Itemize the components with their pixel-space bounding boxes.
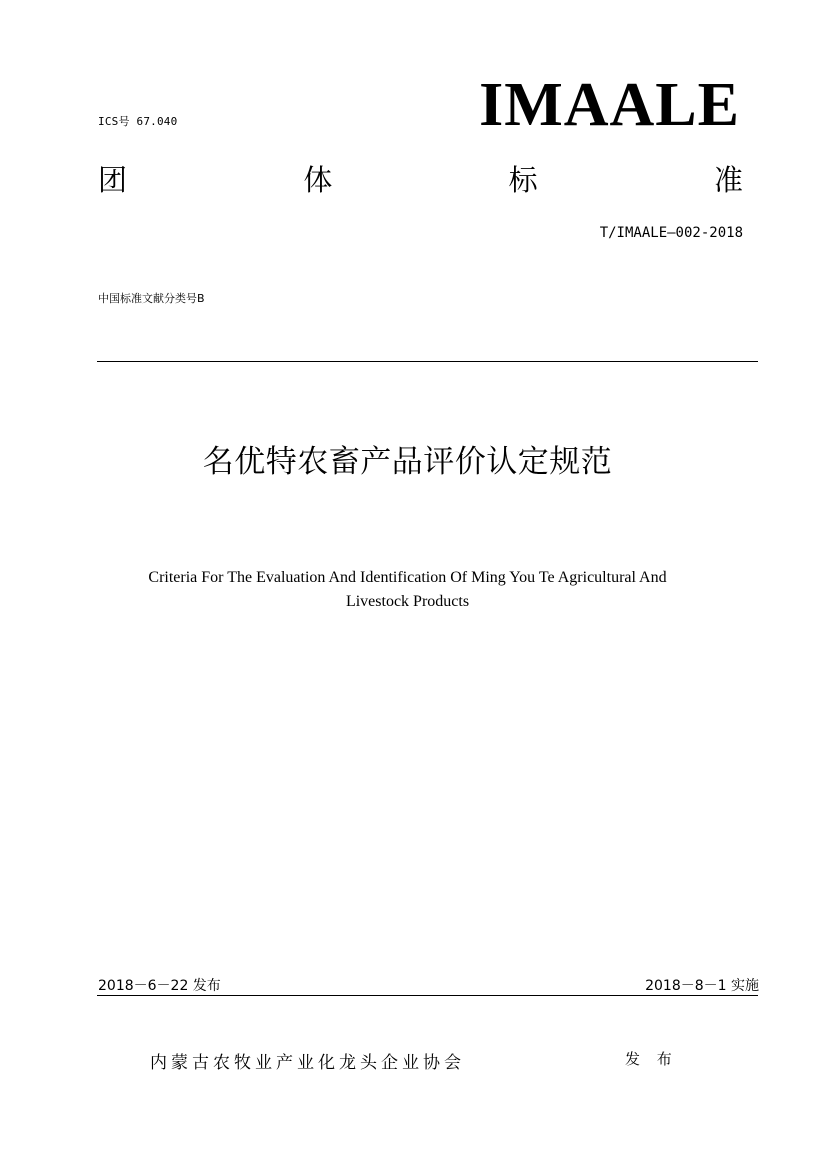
standard-type	[98, 160, 743, 200]
ics-number: ICS号 67.040	[98, 115, 178, 128]
publisher: 内蒙古农牧业产业化龙头企业协会	[150, 1053, 465, 1073]
issue-date: 2018－6－22 发布	[98, 978, 221, 994]
publish-label: 发 布	[625, 1050, 678, 1068]
standard-type-char: 准	[713, 163, 743, 197]
english-title	[60, 566, 755, 614]
ccs-classification: 中国标准文献分类号B	[98, 292, 205, 305]
standard-type-char: 体	[303, 163, 333, 197]
standard-code: T/IMAALE—002-2018	[599, 225, 743, 241]
page-title: 名优特农畜产品评价认定规范	[202, 444, 613, 480]
bottom-divider	[97, 995, 758, 996]
effective-date: 2018－8－1 实施	[645, 978, 759, 994]
top-divider	[97, 361, 758, 362]
english-title-line: Livestock Products	[345, 593, 470, 610]
standard-type-char: 团	[98, 163, 128, 197]
english-title-line: Criteria For The Evaluation And Identification Of Ming You Te Agricultural And	[148, 569, 667, 586]
logo: IMAALE	[479, 71, 740, 139]
standard-type-char: 标	[508, 163, 538, 197]
